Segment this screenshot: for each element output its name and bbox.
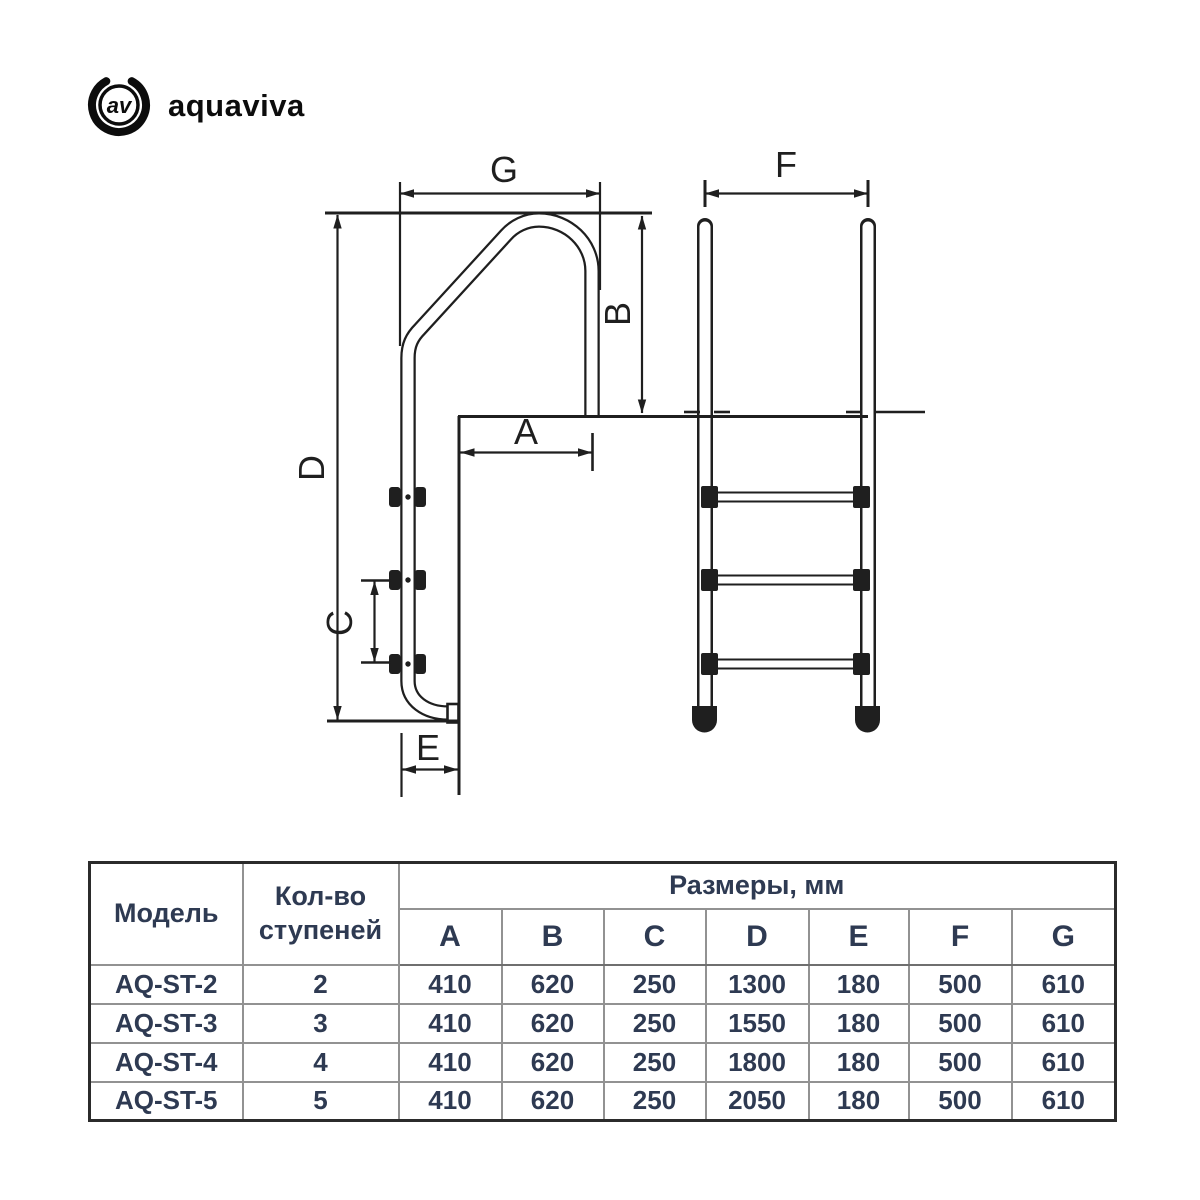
cell-C: 250	[604, 1043, 706, 1082]
dimension-B	[597, 216, 646, 414]
cell-B: 620	[502, 965, 604, 1004]
header-model: Модель	[90, 863, 243, 965]
cell-A: 410	[399, 1004, 502, 1043]
cell-C: 250	[604, 1004, 706, 1043]
dim-label-A: A	[513, 411, 539, 452]
cell-A: 410	[399, 1043, 502, 1082]
cell-D: 1300	[706, 965, 809, 1004]
cell-model: AQ-ST-4	[90, 1043, 243, 1082]
cell-G: 610	[1012, 1082, 1116, 1121]
dim-label-F: F	[775, 144, 797, 185]
spec-table	[88, 861, 1117, 1122]
cell-B: 620	[502, 1043, 604, 1082]
dim-label-B: B	[597, 301, 638, 327]
logo-wordmark: aquaviva	[168, 87, 305, 123]
cell-F: 500	[909, 1082, 1012, 1121]
cell-G: 610	[1012, 965, 1116, 1004]
cell-F: 500	[909, 1004, 1012, 1043]
cell-steps: 5	[243, 1082, 399, 1121]
table-row	[90, 965, 1116, 1004]
header-letter-F: F	[909, 909, 1012, 965]
cell-steps: 4	[243, 1043, 399, 1082]
header-letter-A: A	[399, 909, 502, 965]
logo-monogram: av	[106, 93, 132, 118]
cell-A: 410	[399, 965, 502, 1004]
dimension-D	[291, 215, 342, 721]
cell-model: AQ-ST-2	[90, 965, 243, 1004]
cell-steps: 2	[243, 965, 399, 1004]
header-letter-D: D	[706, 909, 809, 965]
cell-A: 410	[399, 1082, 502, 1121]
cell-D: 2050	[706, 1082, 809, 1121]
cell-E: 180	[809, 965, 909, 1004]
table-row	[90, 1082, 1116, 1121]
cell-E: 180	[809, 1043, 909, 1082]
cell-D: 1800	[706, 1043, 809, 1082]
dimension-A	[461, 411, 593, 471]
cell-C: 250	[604, 1082, 706, 1121]
header-letter-C: C	[604, 909, 706, 965]
dim-label-D: D	[291, 455, 332, 481]
dim-label-E: E	[415, 727, 441, 768]
cell-G: 610	[1012, 1043, 1116, 1082]
ladder-front-view	[692, 226, 880, 733]
dim-label-G: G	[489, 149, 519, 190]
header-steps: Кол-во ступеней	[243, 863, 399, 965]
ladder-feet	[692, 706, 880, 733]
cell-E: 180	[809, 1004, 909, 1043]
cell-model: AQ-ST-5	[90, 1082, 243, 1121]
cell-F: 500	[909, 965, 1012, 1004]
cell-B: 620	[502, 1082, 604, 1121]
ladder-side-view	[389, 220, 592, 723]
cell-D: 1550	[706, 1004, 809, 1043]
dimension-C	[319, 581, 391, 663]
ladder-rungs	[716, 497, 856, 664]
header-letter-E: E	[809, 909, 909, 965]
cell-steps: 3	[243, 1004, 399, 1043]
cell-E: 180	[809, 1082, 909, 1121]
table-row	[90, 1004, 1116, 1043]
cell-C: 250	[604, 965, 706, 1004]
cell-G: 610	[1012, 1004, 1116, 1043]
cell-F: 500	[909, 1043, 1012, 1082]
cell-B: 620	[502, 1004, 604, 1043]
cell-model: AQ-ST-3	[90, 1004, 243, 1043]
dimension-E	[402, 727, 459, 797]
dim-label-C: C	[319, 610, 360, 636]
header-letter-G: G	[1012, 909, 1116, 965]
table-row	[90, 1043, 1116, 1082]
dimension-F	[705, 144, 868, 207]
header-dimensions: Размеры, мм	[399, 863, 1116, 909]
header-letter-B: B	[502, 909, 604, 965]
